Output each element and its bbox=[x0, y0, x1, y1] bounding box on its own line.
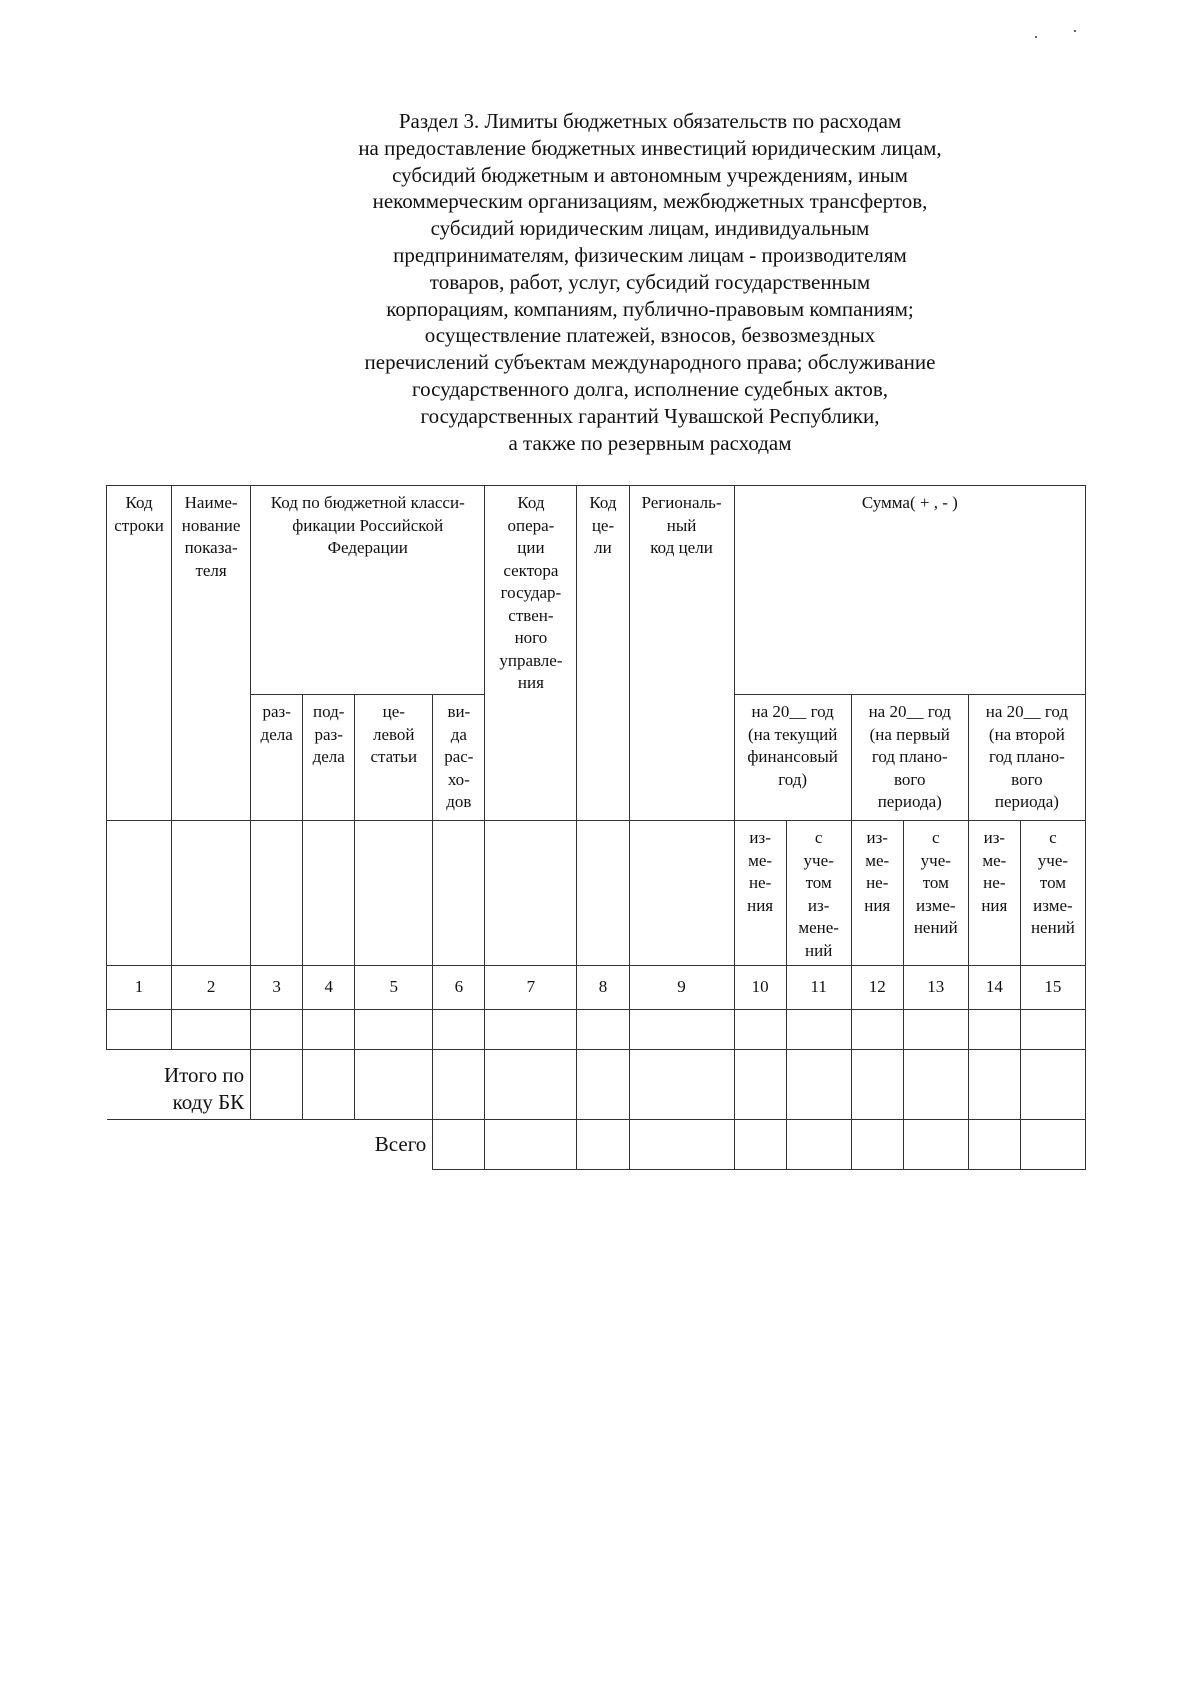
header-section bbox=[251, 695, 303, 821]
header-line: хо- bbox=[447, 769, 470, 789]
title-line: товаров, работ, услуг, субсидий государственным bbox=[429, 269, 871, 294]
header-line: рас- bbox=[444, 747, 474, 766]
grand-total-cell bbox=[577, 1120, 629, 1170]
header-purpose-code-cont bbox=[577, 695, 629, 821]
title-line: государственного долга, исполнение судебных актов, bbox=[411, 376, 889, 401]
column-number: 4 bbox=[303, 966, 355, 1010]
header-blank bbox=[355, 821, 433, 966]
header-line: Федерации bbox=[327, 538, 408, 557]
header-line: раз- bbox=[262, 702, 291, 721]
header-line: не- bbox=[983, 873, 1006, 892]
data-cell bbox=[303, 1010, 355, 1050]
title-line: на предоставление бюджетных инвестиций юридическим лицам, bbox=[358, 135, 942, 160]
header-line: год плано- bbox=[988, 747, 1065, 766]
data-cell bbox=[903, 1010, 968, 1050]
header-line: дела bbox=[312, 747, 345, 766]
header-blank bbox=[433, 821, 485, 966]
column-number: 8 bbox=[577, 966, 629, 1010]
header-regional-purpose-code-cont bbox=[629, 695, 734, 821]
data-cell bbox=[251, 1010, 303, 1050]
header-line: ции bbox=[517, 538, 545, 557]
header-line: ния bbox=[864, 895, 891, 915]
header-budget-classification bbox=[251, 486, 485, 695]
header-second-plan-year bbox=[968, 695, 1085, 821]
header-first-plan-year bbox=[851, 695, 968, 821]
header-line: код цели bbox=[650, 538, 713, 557]
header-line: том bbox=[922, 873, 949, 892]
grand-total-cell bbox=[903, 1120, 968, 1170]
data-cell bbox=[629, 1010, 734, 1050]
header-line: из- bbox=[807, 895, 830, 915]
title-line: осуществление платежей, взносов, безвозмездных bbox=[424, 323, 876, 348]
scan-speck bbox=[1074, 30, 1076, 32]
header-changes-first bbox=[851, 821, 903, 966]
data-cell bbox=[1020, 1010, 1085, 1050]
header-line: це- bbox=[382, 702, 405, 721]
column-number: 13 bbox=[903, 966, 968, 1010]
header-line: год) bbox=[778, 769, 808, 789]
header-line: уче- bbox=[920, 850, 951, 870]
header-line: том bbox=[805, 873, 832, 892]
header-indicator-name bbox=[172, 486, 251, 695]
column-number: 6 bbox=[433, 966, 485, 1010]
header-line: Региональ- bbox=[641, 493, 722, 512]
total-cell bbox=[851, 1050, 903, 1120]
total-cell bbox=[1020, 1050, 1085, 1120]
header-line: мене- bbox=[798, 918, 839, 937]
column-number: 14 bbox=[968, 966, 1020, 1010]
data-cell bbox=[355, 1010, 433, 1050]
total-cell bbox=[433, 1050, 485, 1120]
grand-total-row bbox=[107, 1120, 1086, 1170]
total-cell bbox=[734, 1050, 786, 1120]
header-line: дела bbox=[260, 724, 293, 744]
header-line: из- bbox=[983, 828, 1006, 847]
header-blank bbox=[577, 821, 629, 966]
header-line: изме- bbox=[1033, 895, 1073, 915]
header-line: теля bbox=[195, 560, 227, 580]
header-line: ме- bbox=[865, 850, 890, 870]
header-line: ния bbox=[981, 895, 1008, 915]
header-expense-type bbox=[433, 695, 485, 821]
column-number: 2 bbox=[172, 966, 251, 1010]
header-line: на 20__ год bbox=[751, 702, 834, 721]
column-number: 12 bbox=[851, 966, 903, 1010]
header-line: (на текущий bbox=[747, 724, 838, 744]
total-cell bbox=[355, 1050, 433, 1120]
data-cell bbox=[851, 1010, 903, 1050]
header-sum: Сумма( + , - ) bbox=[734, 486, 1085, 695]
header-line: ный bbox=[666, 515, 697, 535]
header-line: государ- bbox=[500, 583, 562, 602]
data-cell bbox=[577, 1010, 629, 1050]
header-line: на 20__ год bbox=[868, 702, 951, 721]
header-line: нений bbox=[913, 918, 958, 937]
total-by-bk-row bbox=[107, 1050, 1086, 1120]
header-with-changes-current bbox=[786, 821, 851, 966]
column-number: 10 bbox=[734, 966, 786, 1010]
header-line: ного bbox=[514, 628, 548, 647]
header-line: вого bbox=[1011, 769, 1043, 789]
column-number: 3 bbox=[251, 966, 303, 1010]
grand-total-cell bbox=[1020, 1120, 1085, 1170]
header-line: на 20__ год bbox=[985, 702, 1069, 721]
data-cell bbox=[786, 1010, 851, 1050]
total-cell bbox=[303, 1050, 355, 1120]
scan-speck bbox=[1035, 36, 1037, 38]
data-cell bbox=[433, 1010, 485, 1050]
header-with-changes-second bbox=[1020, 821, 1085, 966]
title-line: субсидий бюджетным и автономным учреждениям, иным bbox=[392, 162, 908, 187]
header-line: левой bbox=[372, 724, 415, 744]
header-line: с bbox=[1049, 828, 1057, 847]
grand-total-cell bbox=[968, 1120, 1020, 1170]
column-number: 15 bbox=[1020, 966, 1085, 1010]
header-target-article bbox=[355, 695, 433, 821]
header-line: нование bbox=[181, 515, 241, 535]
header-line: ви- bbox=[447, 702, 471, 721]
grand-total-cell bbox=[629, 1120, 734, 1170]
grand-total-cell bbox=[433, 1120, 485, 1170]
header-line: статьи bbox=[370, 747, 418, 766]
header-line: сектора bbox=[503, 560, 559, 580]
header-code-row bbox=[107, 486, 172, 695]
total-cell bbox=[251, 1050, 303, 1120]
header-line: управле- bbox=[499, 650, 563, 670]
header-line: нений bbox=[1030, 918, 1075, 937]
total-cell bbox=[903, 1050, 968, 1120]
header-line: опера- bbox=[507, 515, 555, 535]
header-line: да bbox=[450, 724, 467, 744]
header-changes-current bbox=[734, 821, 786, 966]
column-number: 1 bbox=[107, 966, 172, 1010]
header-line: Код bbox=[517, 493, 545, 512]
data-cell bbox=[734, 1010, 786, 1050]
header-operation-code bbox=[485, 486, 577, 695]
header-line: год плано- bbox=[871, 747, 948, 766]
column-number: 9 bbox=[629, 966, 734, 1010]
header-line: уче- bbox=[803, 850, 834, 870]
header-blank bbox=[303, 821, 355, 966]
header-regional-purpose-code bbox=[629, 486, 734, 695]
header-line: ме- bbox=[982, 850, 1007, 870]
total-cell bbox=[786, 1050, 851, 1120]
header-line: показа- bbox=[184, 538, 238, 557]
column-numbers-row bbox=[107, 966, 1086, 1010]
data-row bbox=[107, 1010, 1086, 1050]
header-current-year bbox=[734, 695, 851, 821]
data-cell bbox=[172, 1010, 251, 1050]
title-line: предпринимателям, физическим лицам - производителям bbox=[393, 242, 907, 267]
header-line: це- bbox=[591, 515, 615, 535]
title-line: некоммерческим организациям, межбюджетных трансфертов, bbox=[372, 189, 928, 214]
column-number: 7 bbox=[485, 966, 577, 1010]
header-line: ния bbox=[517, 673, 544, 692]
title-line: корпорациям, компаниям, публично-правовым компаниям; bbox=[386, 296, 914, 321]
header-line: с bbox=[932, 828, 940, 847]
header-line: финансовый bbox=[747, 747, 838, 766]
header-line: Код bbox=[125, 493, 153, 512]
header-with-changes-first bbox=[903, 821, 968, 966]
header-line: из- bbox=[866, 828, 888, 847]
header-line: (на второй bbox=[988, 724, 1065, 744]
title-line: перечислений субъектам международного права; обслуживание bbox=[364, 350, 936, 375]
header-line: (на первый bbox=[869, 724, 950, 744]
header-line: уче- bbox=[1037, 850, 1069, 870]
header-line: вого bbox=[894, 769, 926, 789]
header-operation-code-cont bbox=[485, 695, 577, 821]
total-cell bbox=[968, 1050, 1020, 1120]
title-line: а также по резервным расходам bbox=[508, 430, 792, 455]
title-line: Раздел 3. Лимиты бюджетных обязательств по расходам bbox=[398, 109, 902, 133]
header-line: коду БК bbox=[172, 1089, 245, 1114]
header-blank bbox=[251, 821, 303, 966]
header-line: ния bbox=[747, 895, 774, 915]
title-line: субсидий юридическим лицам, индивидуальным bbox=[430, 216, 870, 241]
header-blank bbox=[172, 821, 251, 966]
header-line: Код по бюджетной класси- bbox=[270, 493, 465, 512]
header-line: раз- bbox=[314, 724, 343, 744]
header-line: Наиме- bbox=[184, 493, 238, 512]
total-cell bbox=[629, 1050, 734, 1120]
header-purpose-code bbox=[577, 486, 629, 695]
header-line: ствен- bbox=[508, 605, 554, 625]
header-line: не- bbox=[748, 873, 772, 892]
grand-total-cell bbox=[786, 1120, 851, 1170]
column-number: 5 bbox=[355, 966, 433, 1010]
header-line: не- bbox=[866, 873, 889, 892]
header-indicator-name-cont bbox=[172, 695, 251, 821]
header-line: периода) bbox=[877, 792, 942, 811]
section-title bbox=[250, 108, 1050, 456]
header-line: изме- bbox=[916, 895, 956, 915]
header-line: из- bbox=[749, 828, 771, 847]
header-line: дов bbox=[446, 792, 472, 811]
data-cell bbox=[968, 1010, 1020, 1050]
header-line: Итого по bbox=[163, 1063, 245, 1087]
header-line: ний bbox=[805, 940, 833, 960]
header-blank bbox=[485, 821, 577, 966]
header-line: под- bbox=[313, 702, 345, 721]
header-line: том bbox=[1039, 873, 1066, 892]
header-blank bbox=[629, 821, 734, 966]
header-line: Код bbox=[589, 493, 617, 512]
header-blank bbox=[107, 821, 172, 966]
data-cell bbox=[485, 1010, 577, 1050]
total-cell bbox=[577, 1050, 629, 1120]
header-line: ме- bbox=[748, 850, 773, 870]
header-line: с bbox=[814, 828, 823, 847]
budget-limits-table bbox=[106, 485, 1086, 1170]
header-code-row-cont bbox=[107, 695, 172, 821]
column-number: 11 bbox=[786, 966, 851, 1010]
total-by-bk-label bbox=[107, 1050, 251, 1120]
header-line: строки bbox=[114, 515, 164, 535]
grand-total-cell bbox=[734, 1120, 786, 1170]
grand-total-cell bbox=[485, 1120, 577, 1170]
total-cell bbox=[485, 1050, 577, 1120]
header-changes-second bbox=[968, 821, 1020, 966]
header-subsection bbox=[303, 695, 355, 821]
header-line: ли bbox=[594, 538, 612, 557]
data-cell bbox=[107, 1010, 172, 1050]
header-line: периода) bbox=[994, 792, 1059, 811]
grand-total-label: Всего bbox=[107, 1120, 433, 1170]
grand-total-cell bbox=[851, 1120, 903, 1170]
title-line: государственных гарантий Чувашской Республики, bbox=[420, 403, 880, 428]
header-line: фикации Российской bbox=[292, 515, 444, 535]
